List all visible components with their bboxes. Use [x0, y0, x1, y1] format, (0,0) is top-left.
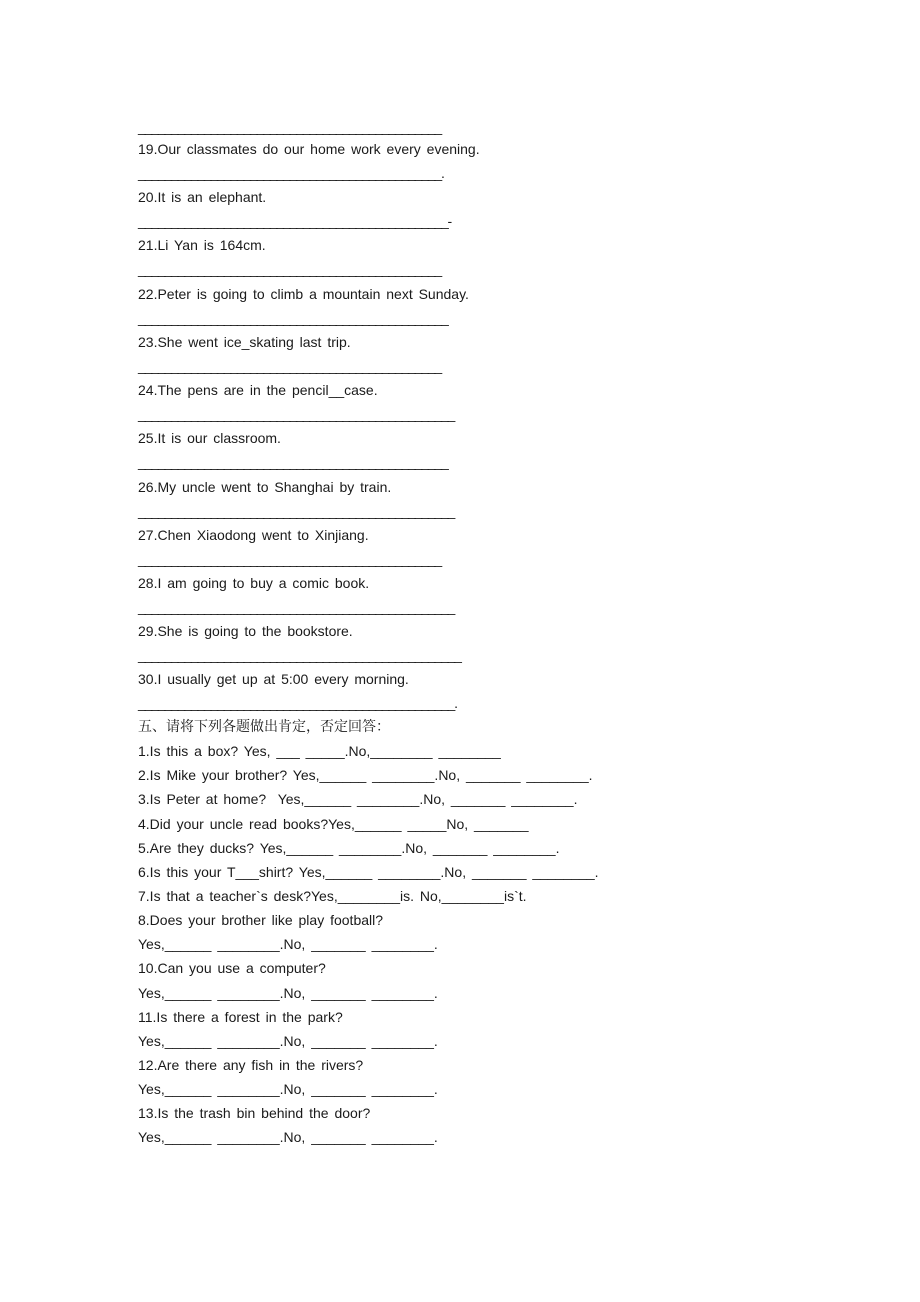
- answer-line: ________________________________________________: [138, 503, 455, 519]
- question-19: 19.Our classmates do our home work every evening.: [138, 141, 480, 157]
- question-25: 25.It is our classroom.: [138, 430, 281, 446]
- answer-line: ______________________________________________: [138, 358, 441, 374]
- item-7: 7.Is that a teacher`s desk?Yes,________is. No,________is`t.: [138, 888, 527, 904]
- answer-line: ______________________________________________: [138, 551, 441, 567]
- answer-line: _______________________________________________: [138, 310, 448, 326]
- answer-line: _________________________________________________: [138, 647, 461, 663]
- question-20: 20.It is an elephant.: [138, 189, 267, 205]
- question-23: 23.She went ice_skating last trip.: [138, 334, 351, 350]
- item-11: 11.Is there a forest in the park?: [138, 1009, 343, 1025]
- question-29: 29.She is going to the bookstore.: [138, 623, 353, 639]
- answer-line: ______________________________________________: [138, 261, 441, 277]
- item-5: 5.Are they ducks? Yes,______ ________.No, _______ ________.: [138, 840, 560, 856]
- item-11-answer: Yes,______ ________.No, _______ ________.: [138, 1033, 438, 1049]
- item-6: 6.Is this your T___shirt? Yes,______ ________.No, _______ ________.: [138, 864, 599, 880]
- question-27: 27.Chen Xiaodong went to Xinjiang.: [138, 527, 369, 543]
- question-28: 28.I am going to buy a comic book.: [138, 575, 370, 591]
- section-five-heading: 五、请将下列各题做出肯定，否定回答：: [138, 719, 390, 735]
- question-24: 24.The pens are in the pencil__case.: [138, 382, 378, 398]
- answer-line: ______________________________________________: [138, 119, 441, 135]
- item-10: 10.Can you use a computer?: [138, 960, 326, 976]
- item-13: 13.Is the trash bin behind the door?: [138, 1105, 371, 1121]
- answer-line: _______________________________________________-: [138, 213, 452, 229]
- item-2: 2.Is Mike your brother? Yes,______ ________.No, _______ ________.: [138, 767, 593, 783]
- item-8-answer: Yes,______ ________.No, _______ ________.: [138, 936, 438, 952]
- answer-line: ______________________________________________.: [138, 165, 444, 181]
- item-4: 4.Did your uncle read books?Yes,______ _____No, _______: [138, 816, 529, 832]
- question-26: 26.My uncle went to Shanghai by train.: [138, 479, 392, 495]
- question-22: 22.Peter is going to climb a mountain next Sunday.: [138, 286, 469, 302]
- item-3: 3.Is Peter at home? Yes,______ ________.No, _______ ________.: [138, 791, 578, 807]
- item-12-answer: Yes,______ ________.No, _______ ________.: [138, 1081, 438, 1097]
- item-8: 8.Does your brother like play football?: [138, 912, 384, 928]
- answer-line: ________________________________________________: [138, 406, 455, 422]
- item-1: 1.Is this a box? Yes, ___ _____.No,________ ________: [138, 743, 501, 759]
- answer-line: ________________________________________________: [138, 599, 455, 615]
- question-21: 21.Li Yan is 164cm.: [138, 237, 266, 253]
- answer-line: ________________________________________________.: [138, 695, 457, 711]
- item-13-answer: Yes,______ ________.No, _______ ________.: [138, 1129, 438, 1145]
- item-12: 12.Are there any fish in the rivers?: [138, 1057, 364, 1073]
- item-10-answer: Yes,______ ________.No, _______ ________.: [138, 985, 438, 1001]
- question-30: 30.I usually get up at 5:00 every morning.: [138, 671, 409, 687]
- answer-line: _______________________________________________: [138, 454, 448, 470]
